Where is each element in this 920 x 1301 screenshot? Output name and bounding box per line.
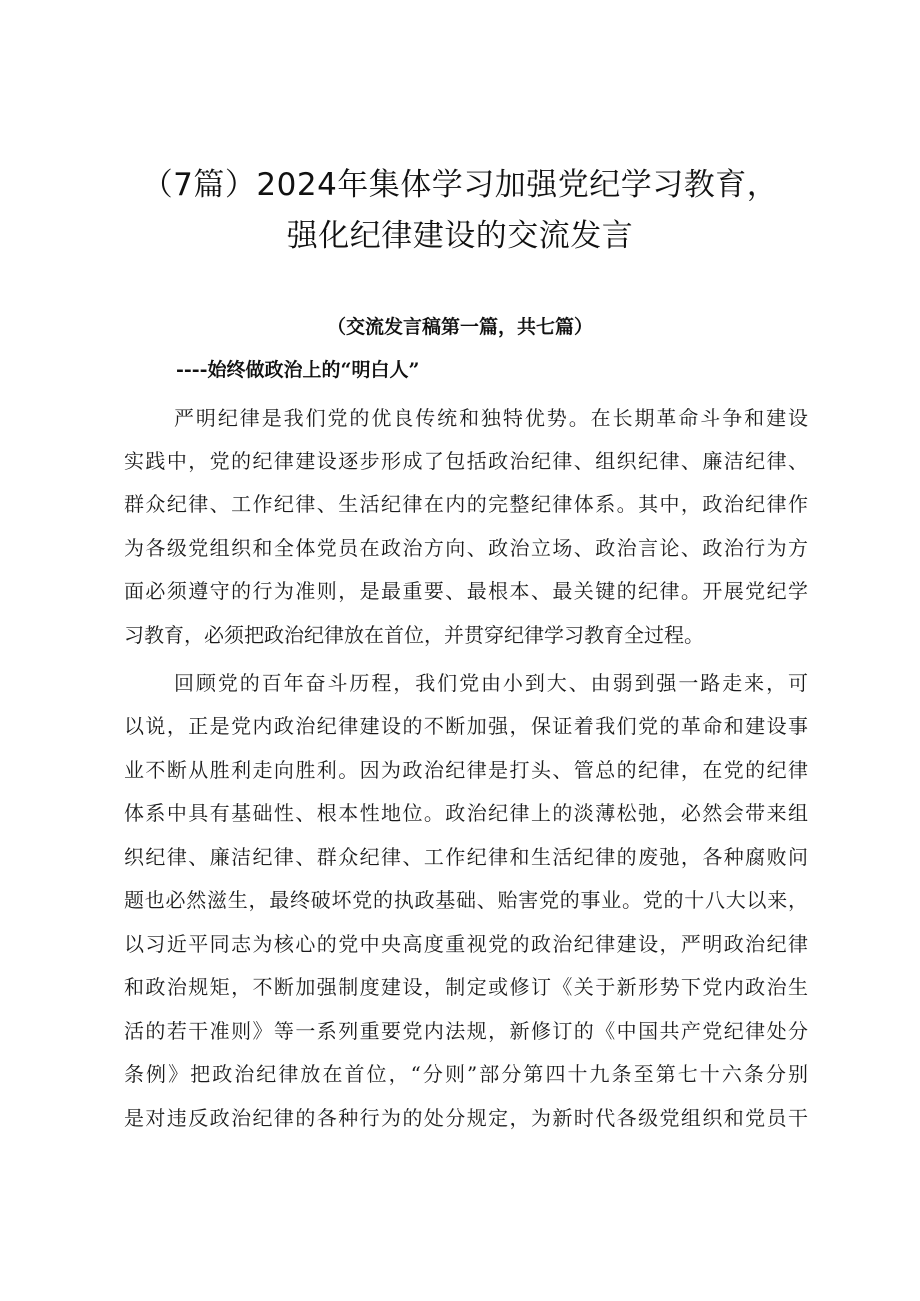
paragraph-2-line: 题也必然滋生，最终破坏党的执政基础、贻害党的事业。党的十八大以来， bbox=[124, 888, 808, 912]
paragraph-2-line: 织纪律、廉洁纪律、群众纪律、工作纪律和生活纪律的废弛，各种腐败问 bbox=[124, 845, 808, 869]
paragraph-2-line: 是对违反政治纪律的各种行为的处分规定，为新时代各级党组织和党员干 bbox=[124, 1106, 808, 1130]
title-line-1: （7篇）2024年集体学习加强党纪学习教育， bbox=[141, 167, 779, 203]
paragraph-2-line: 以说，正是党内政治纪律建设的不断加强，保证着我们党的革命和建设事 bbox=[124, 714, 808, 738]
subtitle: （交流发言稿第一篇，共七篇） bbox=[326, 316, 593, 338]
paragraph-2-line: 和政治规矩，不断加强制度建设，制定或修订《关于新形势下党内政治生 bbox=[124, 975, 808, 999]
paragraph-2-line: 回顾党的百年奋斗历程，我们党由小到大、由弱到强一路走来，可 bbox=[174, 671, 808, 695]
paragraph-1-line: 面必须遵守的行为准则，是最重要、最根本、最关键的纪律。开展党纪学 bbox=[124, 579, 808, 603]
paragraph-1-line: 为各级党组织和全体党员在政治方向、政治立场、政治言论、政治行为方 bbox=[124, 536, 808, 560]
paragraph-1-line: 群众纪律、工作纪律、生活纪律在内的完整纪律体系。其中，政治纪律作 bbox=[124, 492, 808, 516]
paragraph-1-line: 严明纪律是我们党的优良传统和独特优势。在长期革命斗争和建设 bbox=[174, 406, 808, 430]
tagline: ----始终做政治上的“明白人” bbox=[176, 359, 420, 381]
paragraph-2-line: 以习近平同志为核心的党中央高度重视党的政治纪律建设，严明政治纪律 bbox=[124, 932, 808, 956]
paragraph-2-line: 业不断从胜利走向胜利。因为政治纪律是打头、管总的纪律，在党的纪律 bbox=[124, 758, 808, 782]
paragraph-2-line: 活的若干准则》等一系列重要党内法规，新修订的《中国共产党纪律处分 bbox=[124, 1019, 808, 1043]
title-line-2: 强化纪律建设的交流发言 bbox=[286, 218, 634, 254]
paragraph-2-line: 条例》把政治纪律放在首位，“分则”部分第四十九条至第七十六条分别 bbox=[124, 1062, 808, 1086]
paragraph-1-line: 习教育，必须把政治纪律放在首位，并贯穿纪律学习教育全过程。 bbox=[124, 623, 704, 647]
paragraph-1-line: 实践中，党的纪律建设逐步形成了包括政治纪律、组织纪律、廉洁纪律、 bbox=[124, 449, 808, 473]
paragraph-2-line: 体系中具有基础性、根本性地位。政治纪律上的淡薄松弛，必然会带来组 bbox=[124, 801, 808, 825]
